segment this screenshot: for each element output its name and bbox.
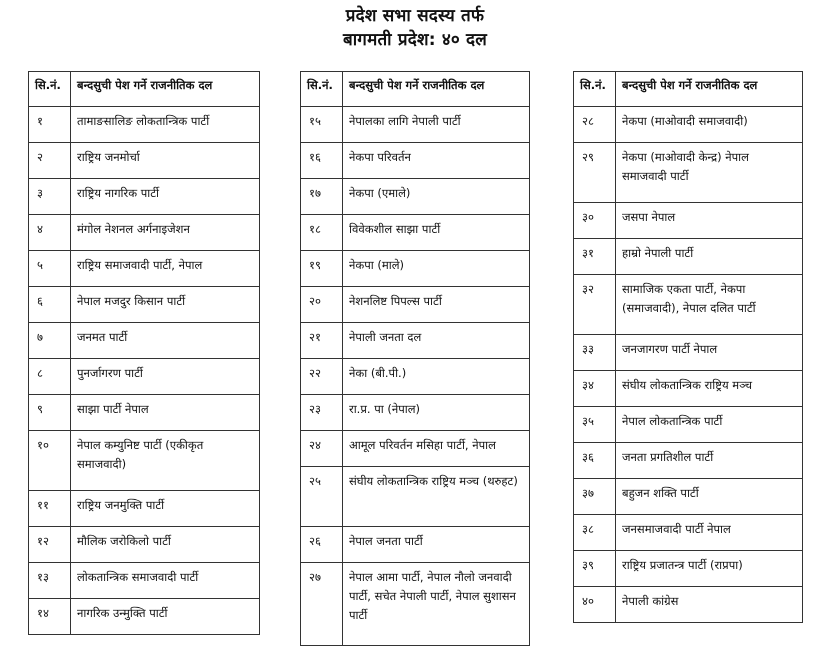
table-row bbox=[574, 143, 803, 203]
party-name-cell: साझा पार्टी नेपाल bbox=[71, 395, 260, 431]
party-name-cell: नेपाली जनता दल bbox=[343, 323, 530, 359]
serial-number-cell: २८ bbox=[574, 107, 616, 143]
table-row bbox=[29, 431, 260, 491]
serial-number-cell: २५ bbox=[301, 467, 343, 527]
serial-number-cell: ७ bbox=[29, 323, 71, 359]
table-row bbox=[574, 587, 803, 623]
party-name-cell: नेपाल कम्युनिष्ट पार्टी (एकीकृत समाजवादी) bbox=[71, 431, 260, 491]
serial-number-cell: ४० bbox=[574, 587, 616, 623]
serial-number-header: सि.नं. bbox=[574, 72, 616, 107]
table-row bbox=[29, 563, 260, 599]
party-name-cell: नेकपा (माओवादी समाजवादी) bbox=[616, 107, 803, 143]
serial-number-cell: ३४ bbox=[574, 371, 616, 407]
serial-number-cell: १३ bbox=[29, 563, 71, 599]
serial-number-cell: ३१ bbox=[574, 239, 616, 275]
serial-number-cell: ३८ bbox=[574, 515, 616, 551]
serial-number-cell: ६ bbox=[29, 287, 71, 323]
table-row bbox=[29, 179, 260, 215]
table-row bbox=[29, 215, 260, 251]
table-row bbox=[29, 107, 260, 143]
party-name-cell: राष्ट्रिय नागरिक पार्टी bbox=[71, 179, 260, 215]
serial-number-cell: ३२ bbox=[574, 275, 616, 335]
party-name-cell: जनसमाजवादी पार्टी नेपाल bbox=[616, 515, 803, 551]
party-name-cell: संघीय लोकतान्त्रिक राष्ट्रिय मञ्च bbox=[616, 371, 803, 407]
table-row bbox=[301, 395, 530, 431]
table-row bbox=[29, 599, 260, 635]
table-row bbox=[574, 407, 803, 443]
table-row bbox=[574, 203, 803, 239]
table-row bbox=[29, 143, 260, 179]
party-name-cell: तामाङसालिङ लोकतान्त्रिक पार्टी bbox=[71, 107, 260, 143]
table-row bbox=[301, 359, 530, 395]
table-row bbox=[301, 287, 530, 323]
serial-number-cell: २१ bbox=[301, 323, 343, 359]
party-name-cell: संघीय लोकतान्त्रिक राष्ट्रिय मञ्च (थरुहट) bbox=[343, 467, 530, 527]
serial-number-cell: १० bbox=[29, 431, 71, 491]
serial-number-cell: १८ bbox=[301, 215, 343, 251]
party-name-cell: जनमत पार्टी bbox=[71, 323, 260, 359]
table-row bbox=[574, 239, 803, 275]
serial-number-cell: ८ bbox=[29, 359, 71, 395]
table-row bbox=[301, 143, 530, 179]
party-name-cell: नेपाली कांग्रेस bbox=[616, 587, 803, 623]
party-name-cell: नेपाल आमा पार्टी, नेपाल नौलो जनवादी पार्टी, सचेत नेपाली पार्टी, नेपाल सुशासन पार्टी bbox=[343, 563, 530, 646]
table-row bbox=[574, 479, 803, 515]
party-name-cell: राष्ट्रिय समाजवादी पार्टी, नेपाल bbox=[71, 251, 260, 287]
party-name-cell: बहुजन शक्ति पार्टी bbox=[616, 479, 803, 515]
table-row bbox=[574, 371, 803, 407]
party-name-cell: आमूल परिवर्तन मसिहा पार्टी, नेपाल bbox=[343, 431, 530, 467]
party-name-cell: जसपा नेपाल bbox=[616, 203, 803, 239]
party-name-cell: नेकपा (माले) bbox=[343, 251, 530, 287]
table-row bbox=[29, 491, 260, 527]
table-row bbox=[301, 431, 530, 467]
serial-number-cell: १४ bbox=[29, 599, 71, 635]
party-table-3 bbox=[573, 71, 803, 623]
serial-number-cell: १२ bbox=[29, 527, 71, 563]
table-row bbox=[29, 527, 260, 563]
serial-number-cell: ३३ bbox=[574, 335, 616, 371]
party-name-cell: नेका (बी.पी.) bbox=[343, 359, 530, 395]
serial-number-cell: ३० bbox=[574, 203, 616, 239]
party-name-cell: जनजागरण पार्टी नेपाल bbox=[616, 335, 803, 371]
table-row bbox=[301, 251, 530, 287]
table-row bbox=[29, 251, 260, 287]
serial-number-cell: २९ bbox=[574, 143, 616, 203]
party-name-cell: नेकपा (माओवादी केन्द्र) नेपाल समाजवादी पार्टी bbox=[616, 143, 803, 203]
party-name-cell: राष्ट्रिय प्रजातन्त्र पार्टी (राप्रपा) bbox=[616, 551, 803, 587]
table-row bbox=[574, 107, 803, 143]
party-table-1 bbox=[28, 71, 260, 635]
party-table-2 bbox=[300, 71, 530, 646]
party-name-header: बन्दसुची पेश गर्ने राजनीतिक दल bbox=[616, 72, 803, 107]
serial-number-cell: २२ bbox=[301, 359, 343, 395]
serial-number-cell: २ bbox=[29, 143, 71, 179]
table-row bbox=[301, 179, 530, 215]
serial-number-cell: ५ bbox=[29, 251, 71, 287]
serial-number-cell: ३९ bbox=[574, 551, 616, 587]
party-name-cell: पुनर्जागरण पार्टी bbox=[71, 359, 260, 395]
table-row bbox=[29, 287, 260, 323]
table-row bbox=[29, 359, 260, 395]
document-header bbox=[0, 4, 830, 52]
serial-number-cell: ३६ bbox=[574, 443, 616, 479]
table-header-row bbox=[574, 72, 803, 107]
page-title: प्रदेश सभा सदस्य तर्फ bbox=[345, 6, 485, 26]
serial-number-cell: २३ bbox=[301, 395, 343, 431]
serial-number-cell: १९ bbox=[301, 251, 343, 287]
party-name-cell: राष्ट्रिय जनमुक्ति पार्टी bbox=[71, 491, 260, 527]
table-row bbox=[574, 275, 803, 335]
serial-number-cell: ११ bbox=[29, 491, 71, 527]
party-name-cell: लोकतान्त्रिक समाजवादी पार्टी bbox=[71, 563, 260, 599]
party-name-cell: सामाजिक एकता पार्टी, नेकपा (समाजवादी), नेपाल दलित पार्टी bbox=[616, 275, 803, 335]
party-name-cell: नेकपा (एमाले) bbox=[343, 179, 530, 215]
party-name-cell: नेपाल लोकतान्त्रिक पार्टी bbox=[616, 407, 803, 443]
serial-number-cell: ३५ bbox=[574, 407, 616, 443]
party-name-cell: नेपाल मजदुर किसान पार्टी bbox=[71, 287, 260, 323]
table-row bbox=[574, 443, 803, 479]
serial-number-cell: २० bbox=[301, 287, 343, 323]
serial-number-cell: २७ bbox=[301, 563, 343, 646]
party-name-header: बन्दसुची पेश गर्ने राजनीतिक दल bbox=[343, 72, 530, 107]
serial-number-cell: १ bbox=[29, 107, 71, 143]
table-row bbox=[301, 467, 530, 527]
table-row bbox=[301, 323, 530, 359]
table-row bbox=[301, 527, 530, 563]
party-name-cell: राष्ट्रिय जनमोर्चा bbox=[71, 143, 260, 179]
table-header-row bbox=[29, 72, 260, 107]
party-name-cell: विवेकशील साझा पार्टी bbox=[343, 215, 530, 251]
party-name-cell: मंगोल नेशनल अर्गनाइजेशन bbox=[71, 215, 260, 251]
serial-number-header: सि.नं. bbox=[29, 72, 71, 107]
party-name-cell: नेपालका लागि नेपाली पार्टी bbox=[343, 107, 530, 143]
serial-number-cell: २६ bbox=[301, 527, 343, 563]
serial-number-cell: ९ bbox=[29, 395, 71, 431]
serial-number-cell: ४ bbox=[29, 215, 71, 251]
party-name-cell: हाम्रो नेपाली पार्टी bbox=[616, 239, 803, 275]
table-row bbox=[574, 335, 803, 371]
party-name-cell: नेकपा परिवर्तन bbox=[343, 143, 530, 179]
serial-number-cell: १५ bbox=[301, 107, 343, 143]
table-row bbox=[574, 515, 803, 551]
table-row bbox=[301, 107, 530, 143]
serial-number-cell: २४ bbox=[301, 431, 343, 467]
serial-number-header: सि.नं. bbox=[301, 72, 343, 107]
party-name-cell: जनता प्रगतिशील पार्टी bbox=[616, 443, 803, 479]
serial-number-cell: ३७ bbox=[574, 479, 616, 515]
serial-number-cell: ३ bbox=[29, 179, 71, 215]
table-row bbox=[301, 563, 530, 646]
party-name-cell: नागरिक उन्मुक्ति पार्टी bbox=[71, 599, 260, 635]
party-name-header: बन्दसुची पेश गर्ने राजनीतिक दल bbox=[71, 72, 260, 107]
party-name-cell: मौलिक जरोकिलो पार्टी bbox=[71, 527, 260, 563]
table-row bbox=[301, 215, 530, 251]
table-row bbox=[29, 395, 260, 431]
serial-number-cell: १६ bbox=[301, 143, 343, 179]
party-name-cell: रा.प्र. पा (नेपाल) bbox=[343, 395, 530, 431]
party-name-cell: नेशनलिष्ट पिपल्स पार्टी bbox=[343, 287, 530, 323]
serial-number-cell: १७ bbox=[301, 179, 343, 215]
table-row bbox=[29, 323, 260, 359]
party-name-cell: नेपाल जनता पार्टी bbox=[343, 527, 530, 563]
table-header-row bbox=[301, 72, 530, 107]
page-subtitle: बागमती प्रदेश: ४० दल bbox=[343, 30, 487, 50]
table-row bbox=[574, 551, 803, 587]
